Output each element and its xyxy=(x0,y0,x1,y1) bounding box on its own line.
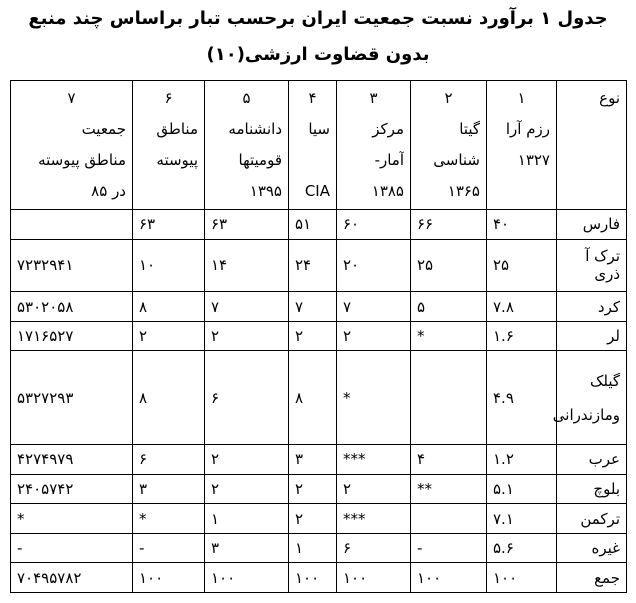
table-cell: ۲ xyxy=(205,445,289,475)
table-cell: ۸ xyxy=(133,292,205,322)
table-cell: ۱۰ xyxy=(133,239,205,292)
table-cell: ۵۱ xyxy=(289,210,337,240)
table-cell: ۳ xyxy=(289,445,337,475)
table-cell xyxy=(411,504,487,534)
row-label-text-line2: ومازندرانی xyxy=(552,405,620,424)
table-cell: ۲۴ xyxy=(289,239,337,292)
table-cell: ۱۰۰ xyxy=(337,563,411,593)
table-row xyxy=(11,351,627,445)
column-header xyxy=(11,81,133,210)
column-header-line: در ۸۵ xyxy=(91,182,126,200)
table-row xyxy=(11,474,627,504)
table-cell: *** xyxy=(337,445,411,475)
column-header-line: CIA xyxy=(304,182,330,200)
column-header-line xyxy=(295,145,330,176)
table-cell: ۲۵ xyxy=(411,239,487,292)
column-header-line: ۱۳۹۵ xyxy=(249,182,282,200)
table-cell: ۳ xyxy=(205,533,289,563)
column-header-line: دانشنامه xyxy=(228,120,282,138)
table-cell: ۴۰ xyxy=(487,210,557,240)
column-number: ۱ xyxy=(517,89,526,107)
table-cell: ۳ xyxy=(133,474,205,504)
row-label-text: لر xyxy=(607,327,620,346)
table-row xyxy=(11,292,627,322)
table-caption-subtitle: بدون قضاوت ارزشی(۱۰) xyxy=(206,44,430,65)
row-label-text: غیره xyxy=(591,539,620,558)
column-number: ۳ xyxy=(369,89,378,107)
table-cell: *** xyxy=(337,504,411,534)
table-cell: ۲ xyxy=(289,321,337,351)
table-cell xyxy=(411,351,487,445)
table-cell: ۱۰۰ xyxy=(411,563,487,593)
table-cell: ۱.۶ xyxy=(487,321,557,351)
column-number: ۲ xyxy=(444,89,453,107)
table-cell: ۴ xyxy=(411,445,487,475)
table-cell: * xyxy=(337,351,411,445)
table-cell: ۶ xyxy=(205,351,289,445)
table-row xyxy=(11,210,627,240)
table-cell: ۱۰۰ xyxy=(289,563,337,593)
table-cell: ۴۲۷۴۹۷۹ xyxy=(11,445,133,475)
table-cell: ۵۳۲۷۲۹۳ xyxy=(11,351,133,445)
table-cell: ۷.۱ xyxy=(487,504,557,534)
table-cell: ۴.۹ xyxy=(487,351,557,445)
table-cell: ۷.۸ xyxy=(487,292,557,322)
row-label-text: ترک آ ذری xyxy=(585,247,620,284)
table-row xyxy=(11,445,627,475)
table-cell: ۵.۶ xyxy=(487,533,557,563)
column-header xyxy=(411,81,487,210)
table-cell: ۲ xyxy=(337,321,411,351)
row-label-text: جمع xyxy=(594,568,620,587)
table-cell: ۱۴ xyxy=(205,239,289,292)
table-cell: ۱ xyxy=(205,504,289,534)
table-cell: ۲ xyxy=(205,474,289,504)
table-cell: - xyxy=(11,533,133,563)
table-cell: ۲۴۰۵۷۴۲ xyxy=(11,474,133,504)
column-header-line: سیا xyxy=(308,120,330,138)
row-label xyxy=(557,210,627,240)
header-row xyxy=(11,81,627,210)
table-row xyxy=(11,239,627,292)
table-row xyxy=(11,533,627,563)
column-header xyxy=(289,81,337,210)
table-cell: - xyxy=(133,533,205,563)
column-number: ۷ xyxy=(67,89,76,107)
row-label xyxy=(557,292,627,322)
column-header xyxy=(487,81,557,210)
column-header xyxy=(337,81,411,210)
table-cell: ۷ xyxy=(205,292,289,322)
row-label xyxy=(557,321,627,351)
column-header-line: قومیتها xyxy=(238,151,282,169)
column-header-line: مرکز xyxy=(372,120,404,138)
table-cell: ۶ xyxy=(337,533,411,563)
column-header xyxy=(205,81,289,210)
column-header-line: گیتا xyxy=(459,120,480,138)
table-row xyxy=(11,563,627,593)
row-label-text: بلوچ xyxy=(593,479,620,498)
table-cell: ۶۰ xyxy=(337,210,411,240)
table-row xyxy=(11,321,627,351)
table-caption: جدول ۱ برآورد نسبت جمعیت ایران برحسب تبار براساس چند منبع xyxy=(28,8,608,29)
table-cell: ۵۳۰۲۰۵۸ xyxy=(11,292,133,322)
table-cell: ۶۳ xyxy=(205,210,289,240)
row-label-text: کرد xyxy=(597,297,620,316)
table-cell: ۷۰۴۹۵۷۸۲ xyxy=(11,563,133,593)
table-cell: ۱.۲ xyxy=(487,445,557,475)
row-label xyxy=(557,563,627,593)
table-cell: - xyxy=(411,533,487,563)
column-header-line xyxy=(493,176,550,207)
column-number: ۴ xyxy=(308,89,317,107)
column-number: ۶ xyxy=(164,89,173,107)
table-cell: ۷ xyxy=(337,292,411,322)
column-header-line: ۱۳۸۵ xyxy=(371,182,404,200)
table-cell: ۲۵ xyxy=(487,239,557,292)
corner-header: نوع xyxy=(557,81,627,210)
table-cell: ۲ xyxy=(337,474,411,504)
column-header-line: پیوسته xyxy=(156,151,198,169)
population-table xyxy=(10,80,627,593)
column-header-line: مناطق پیوسته xyxy=(38,151,126,169)
table-cell: ۱۰۰ xyxy=(487,563,557,593)
column-header-line: آمار- xyxy=(374,151,404,169)
table-cell: ۶۶ xyxy=(411,210,487,240)
table-cell: ** xyxy=(411,474,487,504)
table-cell: ۶ xyxy=(133,445,205,475)
table-cell: ۵ xyxy=(411,292,487,322)
column-header-line: رزم آرا xyxy=(505,120,550,138)
table-cell: ۵.۱ xyxy=(487,474,557,504)
column-header-line: شناسی xyxy=(433,151,480,169)
row-label-text: ترکمن xyxy=(580,509,620,528)
column-header-line xyxy=(139,176,198,207)
table-cell: ۲ xyxy=(133,321,205,351)
table-cell xyxy=(11,210,133,240)
table-cell: ۲ xyxy=(289,474,337,504)
table-row xyxy=(11,504,627,534)
row-label xyxy=(552,351,627,445)
column-header-line: ۱۳۲۷ xyxy=(517,151,550,169)
table-cell: ۱ xyxy=(289,533,337,563)
row-label xyxy=(557,504,627,534)
column-header-line: مناطق xyxy=(156,120,198,138)
row-label xyxy=(557,239,627,292)
column-header-line: ۱۳۶۵ xyxy=(447,182,480,200)
row-label-text: عرب xyxy=(588,450,620,469)
table-cell: ۷ xyxy=(289,292,337,322)
table-cell: * xyxy=(11,504,133,534)
row-label-text: گیلک xyxy=(589,371,620,390)
row-label xyxy=(557,445,627,475)
table-cell: ۱۰۰ xyxy=(205,563,289,593)
column-number: ۵ xyxy=(242,89,251,107)
table-cell: ۷۲۳۲۹۴۱ xyxy=(11,239,133,292)
column-header-line: جمعیت xyxy=(81,120,126,138)
table-cell: ۸ xyxy=(133,351,205,445)
table-cell: * xyxy=(133,504,205,534)
row-label-text: فارس xyxy=(582,215,620,234)
table-cell: ۲۰ xyxy=(337,239,411,292)
table-cell: ۲ xyxy=(205,321,289,351)
table-cell: ۶۳ xyxy=(133,210,205,240)
table-cell: ۱۷۱۶۵۲۷ xyxy=(11,321,133,351)
row-label xyxy=(557,474,627,504)
row-label xyxy=(557,533,627,563)
table-cell: ۱۰۰ xyxy=(133,563,205,593)
column-header xyxy=(133,81,205,210)
table-cell: ۲ xyxy=(289,504,337,534)
table-cell: ۸ xyxy=(289,351,337,445)
table-cell: * xyxy=(411,321,487,351)
